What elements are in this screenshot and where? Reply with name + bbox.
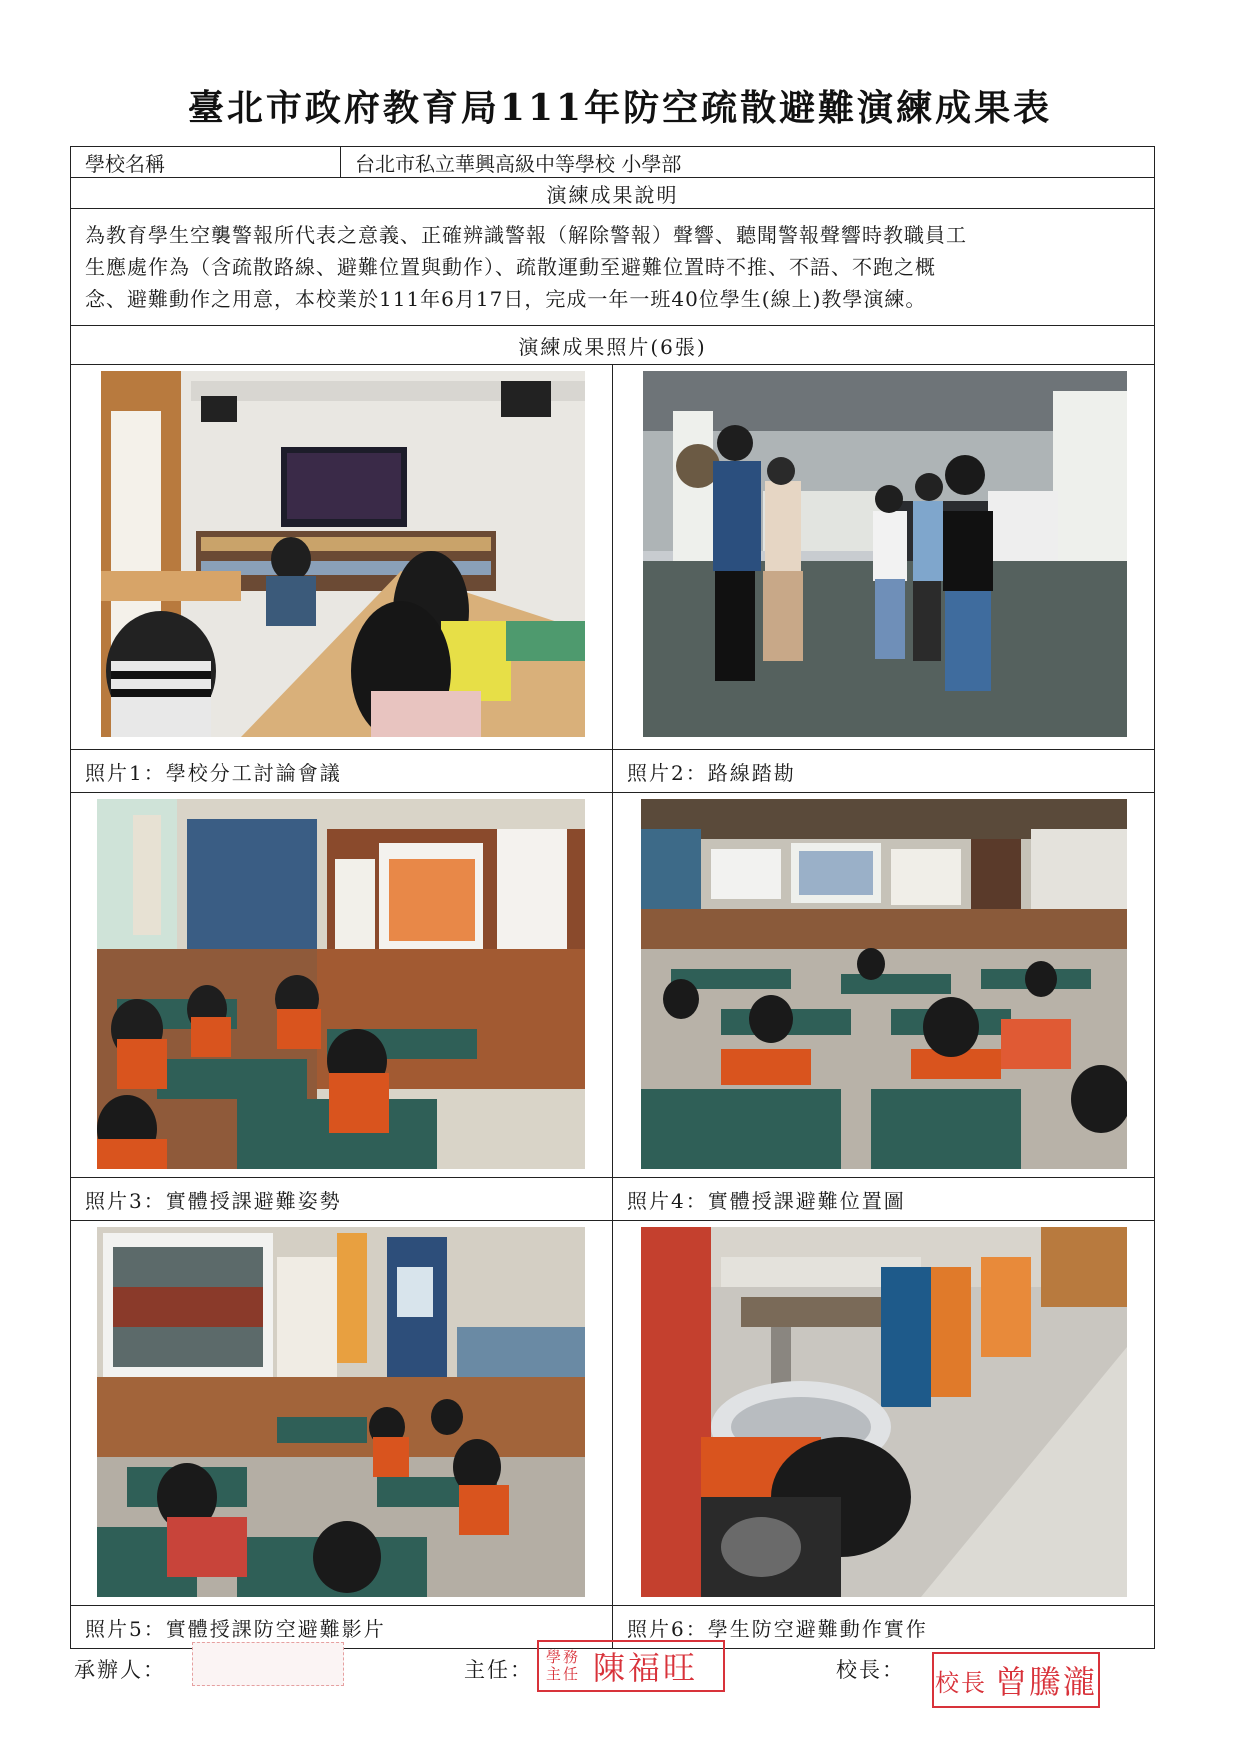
photo-evacuation-posture (97, 799, 585, 1169)
school-name-label: 學校名稱 (71, 147, 341, 178)
handler-signature-box (192, 1642, 344, 1686)
caption-5: 照片5：實體授課防空避難影片 (71, 1606, 613, 1649)
photo-cell-4 (613, 793, 1155, 1178)
photo-cell-2 (613, 365, 1155, 750)
photo-cell-1 (71, 365, 613, 750)
director-stamp (537, 1640, 725, 1692)
caption-6: 照片6：學生防空避難動作實作 (613, 1606, 1155, 1649)
caption-3: 照片3：實體授課避難姿勢 (71, 1178, 613, 1221)
photo-meeting (101, 371, 585, 737)
school-name-value: 台北市私立華興高級中等學校 小學部 (341, 147, 1155, 178)
director-stamp-title: 學務 主任 (545, 1648, 580, 1683)
principal-stamp (932, 1652, 1100, 1708)
principal-label: 校長： (836, 1658, 905, 1682)
photo-evacuation-position (641, 799, 1127, 1169)
principal-stamp-name: 曾騰瀧 (994, 1663, 1097, 1701)
results-table (70, 146, 1155, 1649)
photo-cell-6 (613, 1221, 1155, 1606)
photo-evacuation-video (97, 1227, 585, 1597)
photo-route-survey (643, 371, 1127, 737)
caption-4: 照片4：實體授課避難位置圖 (613, 1178, 1155, 1221)
photos-header: 演練成果照片(6張) (71, 326, 1155, 365)
caption-2: 照片2：路線踏勘 (613, 750, 1155, 793)
director-stamp-name: 陳福旺 (593, 1649, 699, 1687)
description-line-2: 生應處作為（含疏散路線、避難位置與動作）、疏散運動至避難位置時不推、不語、不跑之概 (85, 255, 936, 279)
caption-1: 照片1：學校分工討論會議 (71, 750, 613, 793)
photo-evacuation-practice (641, 1227, 1127, 1597)
photo-cell-5 (71, 1221, 613, 1606)
signature-row (0, 1640, 1240, 1720)
description-text (71, 209, 1155, 326)
director-label: 主任： (464, 1658, 533, 1682)
description-line-3: 念、避難動作之用意，本校業於111年6月17日，完成一年一班40位學生(線上)教學演練。 (85, 287, 927, 311)
handler-label: 承辦人： (74, 1658, 166, 1682)
document-title: 臺北市政府教育局111年防空疏散避難演練成果表 (187, 87, 1053, 129)
photo-cell-3 (71, 793, 613, 1178)
description-header: 演練成果說明 (71, 178, 1155, 209)
description-line-1: 為教育學生空襲警報所代表之意義、正確辨識警報（解除警報）聲響、聽聞警報聲響時教職員工 (85, 223, 967, 247)
principal-stamp-prefix: 校長 (934, 1668, 987, 1697)
